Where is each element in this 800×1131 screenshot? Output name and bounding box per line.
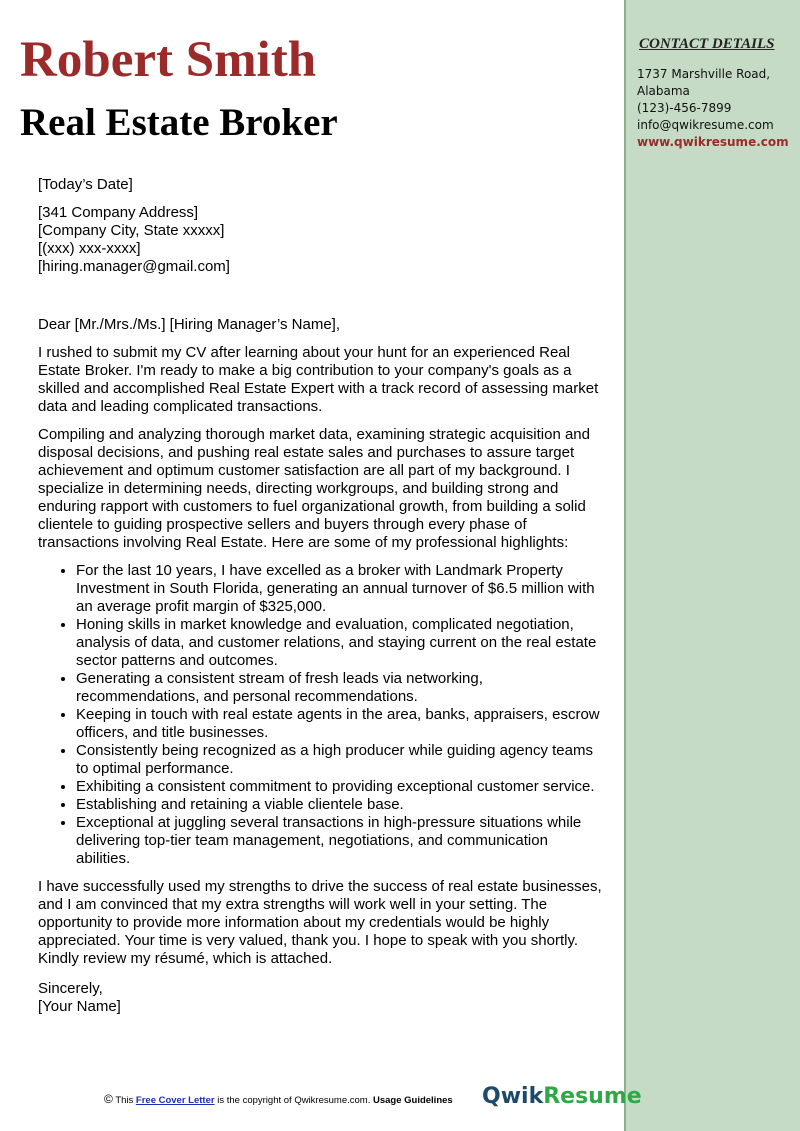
recipient-address-block [38, 204, 606, 276]
highlight-item: • Consistently being recognized as a high producer while guiding agency teams to optimal performance. [76, 742, 606, 778]
qwikresume-logo [482, 1082, 642, 1112]
highlights-list [38, 562, 606, 868]
paragraph-closing: I have successfully used my strengths to drive the success of real estate businesses, and I am convinced that my extra strengths will work well in your setting. The opportunity to provide more information about my credentials would be highly appreciated. Your time is very valued, thank you. I hope to speak with you shortly. Kindly review my résumé, which is attached. [38, 878, 602, 967]
salutation: Dear [Mr./Mrs./Ms.] [Hiring Manager’s Name], [38, 316, 341, 333]
contact-details [637, 66, 792, 151]
highlight-item: • Exhibiting a consistent commitment to providing exceptional customer service. [76, 778, 606, 796]
copyright-icon: © [104, 1092, 113, 1106]
brand-resume: Resume [543, 1084, 642, 1109]
recipient-address: [341 Company Address] [38, 204, 199, 221]
usage-guidelines-link[interactable]: Usage Guidelines [372, 1095, 453, 1106]
closing-phrase: Sincerely, [38, 980, 103, 997]
contact-website: www.qwikresume.com [637, 135, 789, 149]
paragraph-intro: I rushed to submit my CV after learning about your hunt for an experienced Real Estate Broker. I'm ready to make a big contribution to your company's goals as a skilled and accomplished Real Estate Expert with a track record of assessing market data and leading complicated transactions. [38, 344, 599, 415]
highlight-item: • Honing skills in market knowledge and evaluation, complicated negotiation, analysis of data, and customer relations, and staying current on the real estate sector patterns and outcomes. [76, 616, 606, 670]
footer-copyright-text: is the copyright of Qwikresume.com. [217, 1095, 371, 1106]
brand-qwik: Qwik [482, 1084, 544, 1109]
footer-prefix: This [115, 1095, 134, 1106]
recipient-phone: [(xxx) xxx-xxxx] [38, 240, 141, 257]
job-title: Real Estate Broker [20, 101, 338, 144]
recipient-city-state: [Company City, State xxxxx] [38, 222, 225, 239]
highlight-item: • Generating a consistent stream of fresh leads via networking, recommendations, and personal recommendations. [76, 670, 606, 706]
highlight-item: • Establishing and retaining a viable clientele base. [76, 796, 606, 814]
contact-email: info@qwikresume.com [637, 118, 774, 132]
contact-address-line2: Alabama [637, 84, 690, 98]
contact-details-heading: CONTACT DETAILS [639, 36, 775, 52]
signature-name: [Your Name] [38, 998, 121, 1015]
applicant-name: Robert Smith [20, 32, 317, 88]
contact-sidebar [624, 0, 800, 1131]
letter-date: [Today’s Date] [38, 176, 133, 193]
contact-address-line1: 1737 Marshville Road, [637, 67, 771, 81]
letter-body [38, 176, 606, 1016]
contact-phone: (123)-456-7899 [637, 101, 732, 115]
copyright-footer [104, 1092, 453, 1108]
highlight-item: • Exceptional at juggling several transactions in high-pressure situations while delivering top-tier team management, negotiations, and communication abilities. [76, 814, 606, 868]
highlight-item: • For the last 10 years, I have excelled as a broker with Landmark Property Investment in South Florida, generating an annual turnover of $6.5 million with an average profit margin of $325,000. [76, 562, 606, 616]
free-cover-letter-link[interactable]: Free Cover Letter [135, 1095, 215, 1106]
recipient-email: [hiring.manager@gmail.com] [38, 258, 230, 275]
highlight-item: • Keeping in touch with real estate agents in the area, banks, appraisers, escrow officers, and title businesses. [76, 706, 606, 742]
paragraph-background: Compiling and analyzing thorough market data, examining strategic acquisition and disposal decisions, and pushing real estate sales and purchases to assure target achievement and optimum customer satisfaction are all part of my background. I specialize in determining needs, directing workgroups, and building strong and enduring rapport with customers to fuel organizational growth, from building a solid clientele to guiding prospective sellers and buyers through every phase of transactions involving Real Estate. Here are some of my professional highlights: [38, 426, 590, 551]
